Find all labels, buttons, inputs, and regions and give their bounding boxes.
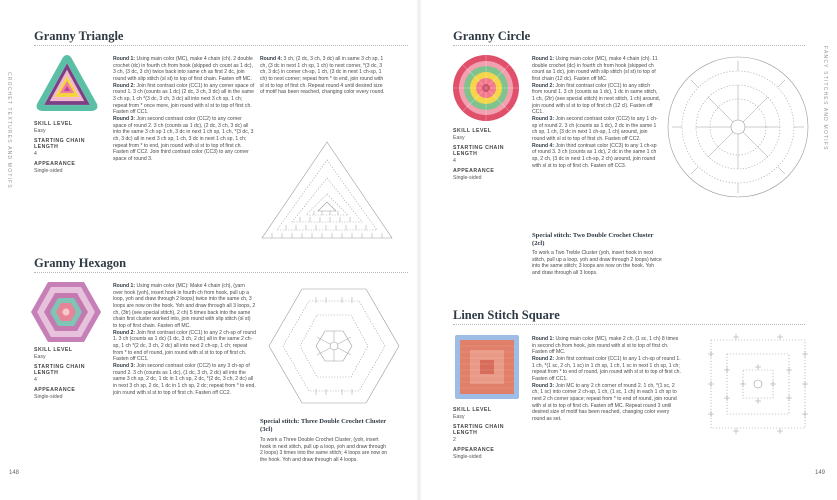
linen-square-photo: [454, 334, 520, 400]
circle-special-title: Special stitch: Two Double Crochet Cluster (2cl): [532, 232, 654, 247]
skill-level-value: Easy: [34, 353, 46, 360]
starting-chain-label: STARTING CHAIN LENGTH: [453, 423, 504, 437]
round-label: Round 1:: [113, 283, 136, 289]
hexagon-special-title: Special stitch: Three Double Crochet Cluster (3cl): [260, 418, 387, 433]
linen-instructions: [532, 336, 682, 423]
round-text: Join first contrast color (CC1) to any 1 ch-sp of round 1. 1 ch, *(1 sc, 2 ch, 1 sc) in 1 ch sp, 1 ch, 1 sc in next 1 ch sp, 1 ch; repeat from * to end of round, join round with sl st to top of first ch. Fasten off CC1.: [532, 355, 681, 382]
triangle-instructions: [113, 56, 256, 163]
granny-triangle-photo: [33, 52, 101, 114]
round-label: Round 2:: [113, 82, 136, 89]
instruction-paragraph: [113, 56, 256, 83]
round-label: Round 4:: [260, 56, 283, 62]
round-label: Round 1:: [532, 56, 555, 62]
section-divider: [34, 45, 408, 46]
round-label: Round 3:: [113, 362, 136, 369]
round-label: Round 2:: [113, 329, 136, 336]
instruction-paragraph: [260, 56, 387, 96]
circle-instructions: [532, 56, 660, 169]
granny-hexagon-chart: [266, 285, 402, 407]
round-text: Using main color (MC): Make 4 chain (ch), (yarn over hook (yoh), insert hook in fourth ch from hook, pull up a loop, yoh and draw through 2 loops) twice into the same ch, 3 loops are now on the hook. Yoh and draw through all 3 loops, 2 ch, (3tr) (see special stitch), 2 ch) 5 times back into the same chain first cluster worked into, join round with slip stitch (sl st) to top of first chain. Fasten off MC.: [113, 283, 256, 329]
round-text: Join first contrast color (CC1) to any 2 ch-sp of round 1. 3 ch (counts as 1 dc) (1 dc, 3 ch, 2 dc) all in the same 2 ch-sp, 1 ch *(2 dc, 3 ch, 2 dc) all into next 2 ch-sp, 1 ch; repeat from * to end of round, join round with sl st to top of first ch. Fasten off CC1.: [113, 329, 256, 363]
section-divider: [453, 45, 805, 46]
granny-triangle-chart: [252, 136, 402, 244]
starting-chain-value: 2: [453, 437, 456, 444]
page-number-left: 148: [9, 470, 20, 476]
starting-chain-label: STARTING CHAIN LENGTH: [34, 137, 85, 151]
starting-chain-label: STARTING CHAIN LENGTH: [453, 144, 504, 158]
instruction-paragraph: [532, 356, 682, 383]
round-text: Join third contrast color (CC3) to any 1 ch-sp of round 3. 3 ch (counts as 1 dc), 2 dc in the same 1 ch sp, 2 ch, (3 dc in next 1 ch-sp, 2 ch) around, join round with sl st to top of first ch. Fasten off CC3.: [532, 142, 657, 169]
round-text: 3 ch, (2 dc, 3 ch, 3 dc) all in same 3 ch sp, 1 ch, (3 dc in next 1 ch sp, 1 ch) to next corner, *(3 dc, 3 ch, 3 dc) in corner ch-sp, 1 ch, (3 dc in next 1 ch-sp, 1 ch) to next corner; repeat from * to end, join round with sl st to top of first ch. Repeat round 4 until desired size of motif has been reached, changing color every round.: [260, 56, 385, 96]
round-text: Using main color (MC), make 4 chain (ch). 2 double crochet (dc) in fourth ch from hook (skipped ch count as 1 dc), 3 ch, (3 dc, 3 ch) twice back into same ch as first 2 dc, join round with slip stitch (sl st) to top of first chain. Fasten off MC.: [113, 56, 253, 82]
skill-level-label: SKILL LEVEL: [453, 407, 492, 413]
round-text: Using main color (MC), make 4 chain (ch). 11 double crochet (dc) in fourth ch from hook (skipped ch count as 1 dc), join round with slip stitch (sl st) to top of first chain (12 dc). Fasten off MC.: [532, 56, 658, 82]
appearance-value: Single-sided: [453, 453, 482, 460]
instruction-paragraph: [532, 56, 660, 83]
instruction-paragraph: [113, 330, 256, 363]
hexagon-meta: [34, 347, 96, 404]
granny-circle-title: Granny Circle: [453, 29, 531, 43]
page-number-right: 149: [815, 470, 826, 476]
instruction-paragraph: [113, 283, 256, 330]
running-head-left: CROCHET TEXTURES AND MOTIFS: [6, 72, 12, 189]
round-text: Join first contrast color (CC1) to any stitch from round 1. 3 ch (counts as 1 dc), 1 dc in same stitch, 1 ch, (2tr) (see special stitch) in next stitch, 1 ch) around, join round with sl st to top of first ch (12 cl). Fasten off CC1.: [532, 82, 660, 116]
round-text: Join first contrast color (CC1) to any corner space of round 1. 3 ch (counts as 1 dc) (2 dc, 3 ch, 3 dc) all in the same 3 ch sp, 1 ch *(3 dc, 3 ch, 3 dc) all into next 3 ch sp, 1 ch; repeat from * once more, join round with sl st to top of first ch. Fasten off CC1.: [113, 82, 255, 116]
granny-triangle-title: Granny Triangle: [34, 29, 124, 43]
skill-level-label: SKILL LEVEL: [34, 121, 73, 127]
circle-special-text: To work a Two Treble Cluster (yoh, insert hook in next stitch, pull up a loop, yoh and draw through 2 loops) twice into the same stitch; 3 loops are now on the hook. Yoh and draw through all 3 loops.: [532, 250, 662, 276]
round-text: Join second contrast color (CC2) to any corner space of round 2. 3 ch (counts as 1 dc), (2 dc, 3 ch, 3 dc) all into the same 3 ch sp 1 ch, 3 dc in next 1 ch sp, 1 ch, *(3 dc, 3 ch, 3 dc) all in next 3 ch sp, 1 ch, 3 dc in next 1 ch sp, 1 ch; repeat from * to end, join round with sl st to top of first ch. Fasten off CC2. Join third contrast color (CC3) to any corner space of round 3.: [113, 115, 254, 162]
round-label: Round 3:: [113, 115, 136, 122]
linen-square-title: Linen Stitch Square: [453, 308, 560, 322]
appearance-label: APPEARANCE: [453, 446, 495, 453]
skill-level-label: SKILL LEVEL: [453, 128, 492, 134]
appearance-value: Single-sided: [34, 167, 63, 174]
round-text: Join second contrast color (CC2) to any 3 ch-sp of round 2. 3 ch (counts as 1 dc), (1 dc, 3 ch, 2 dc) all into the same 3 ch sp, 2 dc, 1 dc in 1 ch sp, 2 dc, *(2 dc, 3 ch, 2 dc) all in next 3 ch sp, 2 dc, 1 dc in 1 ch sp, 2 dc; repeat from * to end, join round with sl st to top of first ch. Fasten off CC2.: [113, 362, 256, 396]
skill-level-value: Easy: [34, 127, 46, 134]
starting-chain-value: 4: [34, 151, 37, 158]
round-label: Round 3:: [532, 115, 555, 122]
round-label: Round 4:: [532, 142, 555, 149]
instruction-paragraph: [532, 116, 660, 143]
starting-chain-label: STARTING CHAIN LENGTH: [34, 363, 85, 377]
granny-hexagon-photo: [30, 280, 102, 344]
instruction-paragraph: [532, 143, 660, 170]
hexagon-special-text: To work a Three Double Crochet Cluster, (yoh, insert hook in next stitch, pull up a loop, yoh and draw through 2 loops) 3 times into the same stitch; 4 loops are now on the hook. Yoh and draw through all 4 loops.: [260, 437, 388, 463]
round-text: Using main color (MC), make 2 ch, (1 sc, 1 ch) 8 times in second ch from hook, join round with sl st to top of first ch. Fasten off MC.: [532, 336, 679, 356]
starting-chain-value: 4: [453, 158, 456, 165]
instruction-paragraph: [113, 116, 256, 163]
circle-meta: [453, 128, 515, 185]
hexagon-instructions: [113, 283, 256, 396]
instruction-paragraph: [532, 83, 660, 116]
round-text: Join second contrast color (CC2) to any 1 ch-sp of round 2. 3 ch (counts as 1 dc), 2 dc in the same 1 ch sp, 1 ch, (3 dc in next 1 ch-sp, 1 ch) around, join round with sl st to top of first ch. Fasten off CC2.: [532, 115, 658, 142]
triangle-instructions-cont: [260, 56, 387, 96]
skill-level-value: Easy: [453, 413, 465, 420]
running-head-right: FANCY STITCHES AND MOTIFS: [822, 46, 828, 151]
starting-chain-value: 4: [34, 377, 37, 384]
round-label: Round 3:: [532, 382, 555, 389]
round-label: Round 1:: [532, 336, 555, 342]
round-label: Round 2:: [532, 82, 555, 89]
granny-hexagon-title: Granny Hexagon: [34, 256, 127, 270]
appearance-label: APPEARANCE: [34, 386, 76, 393]
appearance-label: APPEARANCE: [34, 160, 76, 167]
triangle-meta: [34, 121, 96, 178]
instruction-paragraph: [532, 383, 682, 423]
appearance-label: APPEARANCE: [453, 167, 495, 174]
skill-level-value: Easy: [453, 134, 465, 141]
section-divider: [34, 272, 408, 273]
instruction-paragraph: [532, 336, 682, 356]
granny-circle-chart: [663, 52, 813, 202]
round-label: Round 2:: [532, 355, 555, 362]
section-divider: [453, 324, 805, 325]
linen-meta: [453, 407, 515, 464]
instruction-paragraph: [113, 363, 256, 396]
round-text: Join MC to any 2 ch corner of round 2. 1 ch, *(1 sc, 2 ch, 1 sc) into corner 2 ch-sp, 1 ch, (1 sc, 1 ch) in each 1 ch sp to next 2 ch corner space; repeat from * to end of round, join round with sl st to top of first ch. Fasten off MC. Repeat round 3 until desired size of motif has been reached, changing color every round as set.: [532, 382, 677, 422]
book-gutter: [416, 0, 422, 500]
appearance-value: Single-sided: [453, 174, 482, 181]
skill-level-label: SKILL LEVEL: [34, 347, 73, 353]
round-label: Round 1:: [113, 56, 136, 62]
linen-square-chart: [703, 334, 813, 434]
instruction-paragraph: [113, 83, 256, 116]
appearance-value: Single-sided: [34, 393, 63, 400]
granny-circle-photo: [452, 54, 520, 122]
